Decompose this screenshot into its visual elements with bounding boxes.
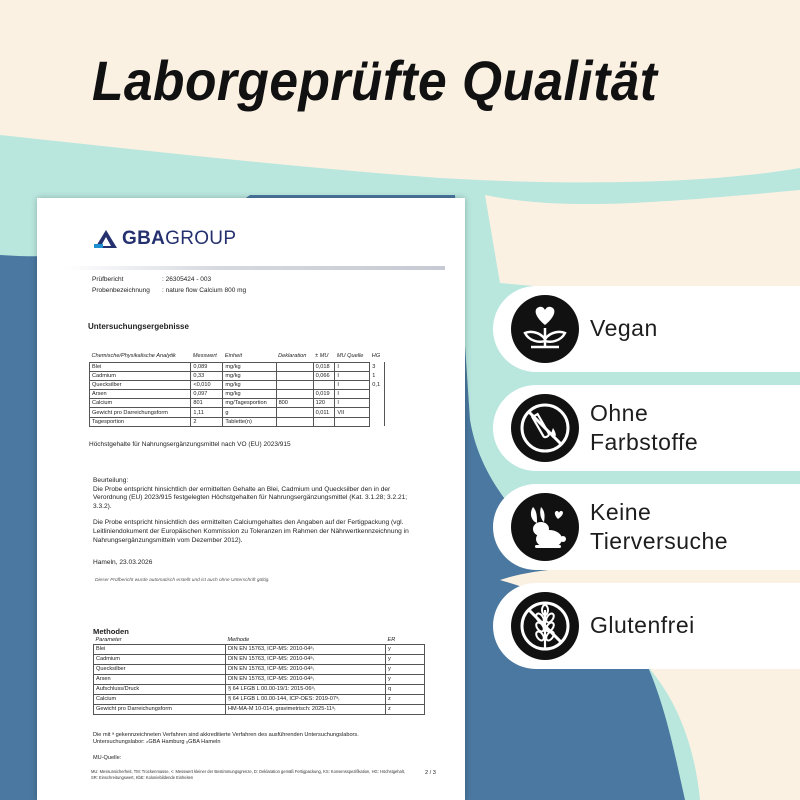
table-cell: 2 (191, 417, 223, 426)
table-row (94, 664, 425, 674)
table-row (94, 674, 425, 684)
no-wheat-icon (511, 592, 579, 660)
table-cell: I (335, 371, 370, 380)
table-cell (276, 362, 313, 371)
report-meta (92, 274, 246, 296)
table-cell: Gewicht pro Darreichungsform (94, 704, 226, 714)
table-row (90, 390, 385, 399)
beurteilung-block (93, 477, 423, 553)
rabbit-heart-icon (511, 493, 579, 561)
table-cell: g (223, 408, 276, 417)
accreditation-line: Die mit ᵃ gekennzeichneten Verfahren sind akkreditierte Verfahren des ausführenden Untersuchungslabors. (93, 732, 359, 738)
table-cell: VII (335, 408, 370, 417)
badge-glutenfrei (493, 583, 800, 669)
table-cell: Arsen (94, 674, 226, 684)
table-cell: y (386, 654, 425, 664)
table-cell: I (335, 390, 370, 399)
table-cell: 0,011 (313, 408, 335, 417)
table-cell: I (335, 399, 370, 408)
table-cell: Blei (90, 362, 191, 371)
table-cell: 0,066 (313, 371, 335, 380)
table-cell: I (335, 362, 370, 371)
table-cell (370, 399, 385, 408)
table-cell: DIN EN 15763, ICP-MS: 2010-04ᵃ₎ (226, 664, 386, 674)
table-cell: DIN EN 15763, ICP-MS: 2010-04ᵃ₎ (226, 674, 386, 684)
table-cell: y (386, 674, 425, 684)
table-cell (370, 390, 385, 399)
badge-label: Glutenfrei (590, 612, 695, 638)
no-dye-icon (511, 394, 579, 462)
badge-label-line: Ohne (590, 400, 649, 426)
table-row (94, 704, 425, 714)
table-cell (335, 417, 370, 426)
table-cell (370, 417, 385, 426)
table-cell: 120 (313, 399, 335, 408)
column-header: Methode (226, 636, 386, 644)
table-cell: Gewicht pro Darreichungsform (90, 408, 191, 417)
table-cell: mg/kg (223, 371, 276, 380)
table-cell: Calcium (90, 399, 191, 408)
column-header: Deklaration (278, 352, 307, 359)
table-cell: y (386, 644, 425, 654)
column-header: Parameter (94, 636, 226, 644)
table-cell: mg/kg (223, 380, 276, 389)
meta-key: Prüfbericht (92, 276, 124, 283)
analytik-table (89, 350, 385, 427)
table-header-row (90, 350, 385, 362)
table-cell: Aufschluss/Druck (94, 684, 226, 694)
table-cell: 801 (191, 399, 223, 408)
hg-note: Höchstgehalte für Nahrungsergänzungsmittel nach VO (EU) 2023/915 (89, 441, 291, 448)
auto-generated-note: Dieser Prüfbericht wurde automatisch erstellt und ist auch ohne Unterschrift gültig. (95, 578, 270, 583)
table-row (90, 380, 385, 389)
table-cell: 0,1 (370, 380, 385, 389)
table-cell: mg/Tagesportion (223, 399, 276, 408)
table-row (90, 362, 385, 371)
table-cell (276, 417, 313, 426)
table-cell (313, 380, 335, 389)
report-date: Hameln, 23.03.2026 (93, 559, 153, 566)
page-number: 2 / 3 (425, 770, 436, 776)
column-header: MU Quelle (336, 352, 364, 359)
table-header-row (94, 636, 425, 644)
table-cell: 0,019 (313, 390, 335, 399)
table-cell: Blei (94, 644, 226, 654)
table-cell: Quecksilber (90, 380, 191, 389)
meta-row (92, 285, 246, 296)
badge-vegan (493, 286, 800, 372)
table-cell: § 64 LFGB L 00.00-144, ICP-OES: 2019-07ᵃ₎ (226, 694, 386, 704)
table-cell: DIN EN 15763, ICP-MS: 2010-04ᵃ₎ (226, 654, 386, 664)
table-cell: mg/kg (223, 362, 276, 371)
logo-brand-bold: GBA (122, 228, 166, 249)
badge-label-line: Tierversuche (590, 528, 729, 554)
beurteilung-paragraph: Die Probe entspricht hinsichtlich der ermittelten Gehalte an Blei, Cadmium und Quecksilber den in der Verordnung (EU) 2023/915 festgelegten Höchstgehalten für Nahrungsergänzungsmittel (Kat. 3.1.28; 3.2.21; 3.3.2). (93, 485, 408, 510)
beurteilung-paragraph: Die Probe entspricht hinsichtlich des ermittelten Calciumgehaltes den Angaben auf der Fertigpackung (vgl. Leitliniendokument der Europäischen Kommission zu Toleranzen im Rahmen der Nährwertkennzeichnung in Nahrungsergänzungsmitteln vom Dezember 2012). (93, 519, 409, 544)
legend-line: SR: Einschreitungswert, KbE: Koloniebildende Einheiten (91, 775, 194, 780)
table-cell: z (386, 704, 425, 714)
table-cell: Cadmium (94, 654, 226, 664)
lab-report-document (37, 198, 465, 800)
column-header: HG (371, 353, 381, 359)
methoden-table (93, 636, 425, 715)
badge-label: Vegan (590, 315, 658, 341)
table-cell: Tablette(n) (223, 417, 276, 426)
table-row (90, 371, 385, 380)
column-header: Chemische/Physikalische Analytik (91, 352, 176, 359)
page-headline: Laborgeprüfte Qualität (92, 49, 658, 112)
gba-group-logo (94, 228, 236, 250)
table-cell (313, 417, 335, 426)
gba-triangle-logo-icon (94, 229, 118, 249)
table-cell (276, 380, 313, 389)
table-cell: HM-MA-M 10-014, gravimetrisch: 2025-11ᵃ₎ (226, 704, 386, 714)
column-header: Einheit (224, 352, 242, 359)
badge-ohne-farbstoffe (493, 385, 800, 471)
table-cell: I (335, 380, 370, 389)
table-row (90, 408, 385, 417)
table-cell: 0,018 (313, 362, 335, 371)
beurteilung-title: Beurteilung: (93, 477, 129, 484)
badge-label-line: Farbstoffe (590, 429, 699, 455)
column-header: ER (386, 636, 425, 644)
table-cell (370, 408, 385, 417)
mu-source-label: MU-Quelle: (93, 755, 122, 761)
meta-row (92, 274, 246, 285)
table-cell: Quecksilber (94, 664, 226, 674)
table-cell: 1 (370, 371, 385, 380)
table-cell: 0,089 (191, 362, 223, 371)
table-row (90, 417, 385, 426)
table-row (94, 694, 425, 704)
methoden-title: Methoden (93, 627, 129, 636)
table-cell: Calcium (94, 694, 226, 704)
logo-brand-light: GROUP (165, 228, 237, 249)
table-cell: q (386, 684, 425, 694)
table-cell: DIN EN 15763, ICP-MS: 2010-04ᵃ₎ (226, 644, 386, 654)
table-cell (276, 390, 313, 399)
badge-keine-tierversuche (493, 484, 800, 570)
table-row (94, 684, 425, 694)
meta-value: : 26305424 - 003 (162, 276, 212, 283)
table-cell: z (386, 694, 425, 704)
table-cell: 3 (370, 362, 385, 371)
table-cell: Tagesportion (90, 417, 191, 426)
abbreviation-legend (91, 769, 405, 781)
table-cell: y (386, 664, 425, 674)
table-cell: § 64 LFGB L 00.00-19/1: 2015-06ᵃ₎ (226, 684, 386, 694)
table-cell: 800 (276, 399, 313, 408)
table-cell (276, 408, 313, 417)
lab-line: Untersuchungslabor: ₙGBA Hamburg ₒGBA Hameln (93, 739, 221, 746)
meta-value: : nature flow Calcium 800 mg (162, 287, 247, 294)
table-cell: mg/kg (223, 390, 276, 399)
badge-label-line: Keine (590, 499, 652, 525)
heart-leaves-icon (511, 295, 579, 363)
table-cell (276, 371, 313, 380)
table-row (94, 644, 425, 654)
legend-line: MU: Messunsicherheit, TM: Trockenmasse, <: Messwert kleiner der Bestimmungsgrenze, D: Deklaration gemäß Fertigpackung, KS: Konsensspezifikation, HG: Höchstgehalt, (91, 769, 406, 774)
accreditation-note (93, 732, 359, 747)
table-cell: 1,11 (191, 408, 223, 417)
table-cell: 0,33 (191, 371, 223, 380)
table-cell: Arsen (90, 390, 191, 399)
table-cell: Cadmium (90, 371, 191, 380)
table-row (94, 654, 425, 664)
meta-key: Probenbezeichnung (92, 287, 150, 294)
column-header: ± MU (315, 352, 329, 359)
table-row (90, 399, 385, 408)
table-cell: <0,010 (191, 380, 223, 389)
header-divider (63, 266, 445, 270)
column-header: Messwert (192, 352, 217, 359)
section-title: Untersuchungsergebnisse (88, 322, 189, 331)
table-cell: 0,097 (191, 390, 223, 399)
